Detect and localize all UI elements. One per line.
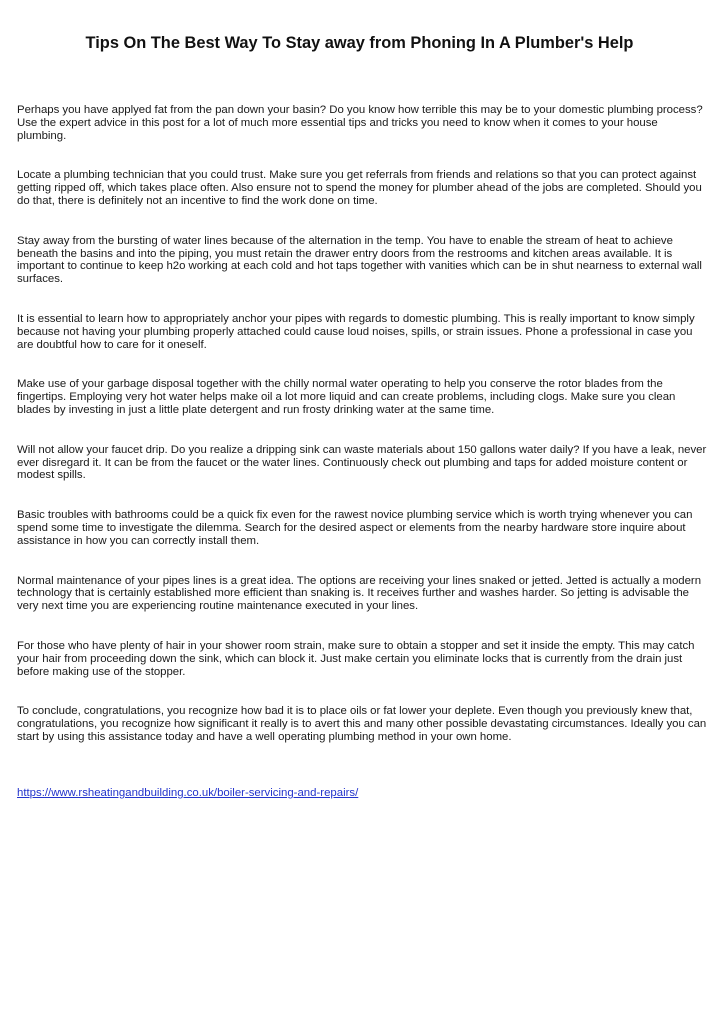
paragraph-5: Make use of your garbage disposal together with the chilly normal water operating to help you conserve the rotor blades from the fingertips. Employing very hot water helps make oil a lot more liquid and can create problems, including clogs. Make sure you clean blades by investing in just a little plate detergent and run frosty drinking water at the same time. xyxy=(17,378,676,416)
source-link[interactable]: https://www.rsheatingandbuilding.co.uk/boiler-servicing-and-repairs/ xyxy=(17,787,359,799)
paragraph-8: Normal maintenance of your pipes lines is a great idea. The options are receiving your lines snaked or jetted. Jetted is actually a modern technology that is certainly established more efficient than snaking is. It receives further and washes harder. So jetting is advisable the very next time you are experiencing routine maintenance executed in your lines. xyxy=(17,574,702,613)
paragraph-2: Locate a plumbing technician that you could trust. Make sure you get referrals from friends and relations so that you can protect against getting ripped off, which takes place often. Also ensure not to spend the money for plumber ahead of the jobs are completed. Should you do that, there is definitely not an incentive to find the work done on time. xyxy=(17,169,702,207)
article-body xyxy=(17,104,707,771)
paragraph-3: Stay away from the bursting of water lines because of the alternation in the temp. You have to enable the stream of heat to achieve beneath the basins and into the piping, you must retain the drawer entry doors from the restrooms and kitchen areas available. It is important to continue to keep h2o working at each cold and hot taps together with vanities which can be in shut nearness to external wall surfaces. xyxy=(17,234,702,286)
paragraph-10: To conclude, congratulations, you recognize how bad it is to place oils or fat lower your deplete. Even though you previously knew that, congratulations, you recognize how significant it really is to avert this and many other possible devastating circumstances. Ideally you can start by using this assistance today and have a well operating plumbing method in your own home. xyxy=(17,705,707,743)
paragraph-1: Perhaps you have applyed fat from the pan down your basin? Do you know how terrible this may be to your domestic plumbing process? Use the expert advice in this post for a lot of much more essential tips and tricks you need to know when it comes to your house plumbing. xyxy=(17,104,703,142)
paragraph-9: For those who have plenty of hair in your shower room strain, make sure to obtain a stopper and set it inside the empty. This may catch your hair from proceeding down the sink, which can block it. Just make certain you eliminate locks that is currently from the drain just before making use of the stopper. xyxy=(17,639,695,678)
paragraph-7: Basic troubles with bathrooms could be a quick fix even for the rawest novice plumbing service which is worth trying whenever you can spend some time to investigate the dilemma. Search for the desired aspect or elements from the nearby hardware store inquire about assistance in how you can correctly install them. xyxy=(17,509,693,547)
page-title: Tips On The Best Way To Stay away from Phoning In A Plumber's Help xyxy=(85,34,634,52)
paragraph-4: It is essential to learn how to appropriately anchor your pipes with regards to domestic plumbing. This is really important to know simply because not having your plumbing properly attached could cause loud noises, spills, or strain issues. Phone a professional in case you are doubtful how to care for it oneself. xyxy=(17,312,695,351)
paragraph-6: Will not allow your faucet drip. Do you realize a dripping sink can waste materials about 150 gallons water daily? If you have a leak, never ever disregard it. It can be from the faucet or the water lines. Continuously check out plumbing and taps for added moisture content or modest spills. xyxy=(17,443,707,482)
